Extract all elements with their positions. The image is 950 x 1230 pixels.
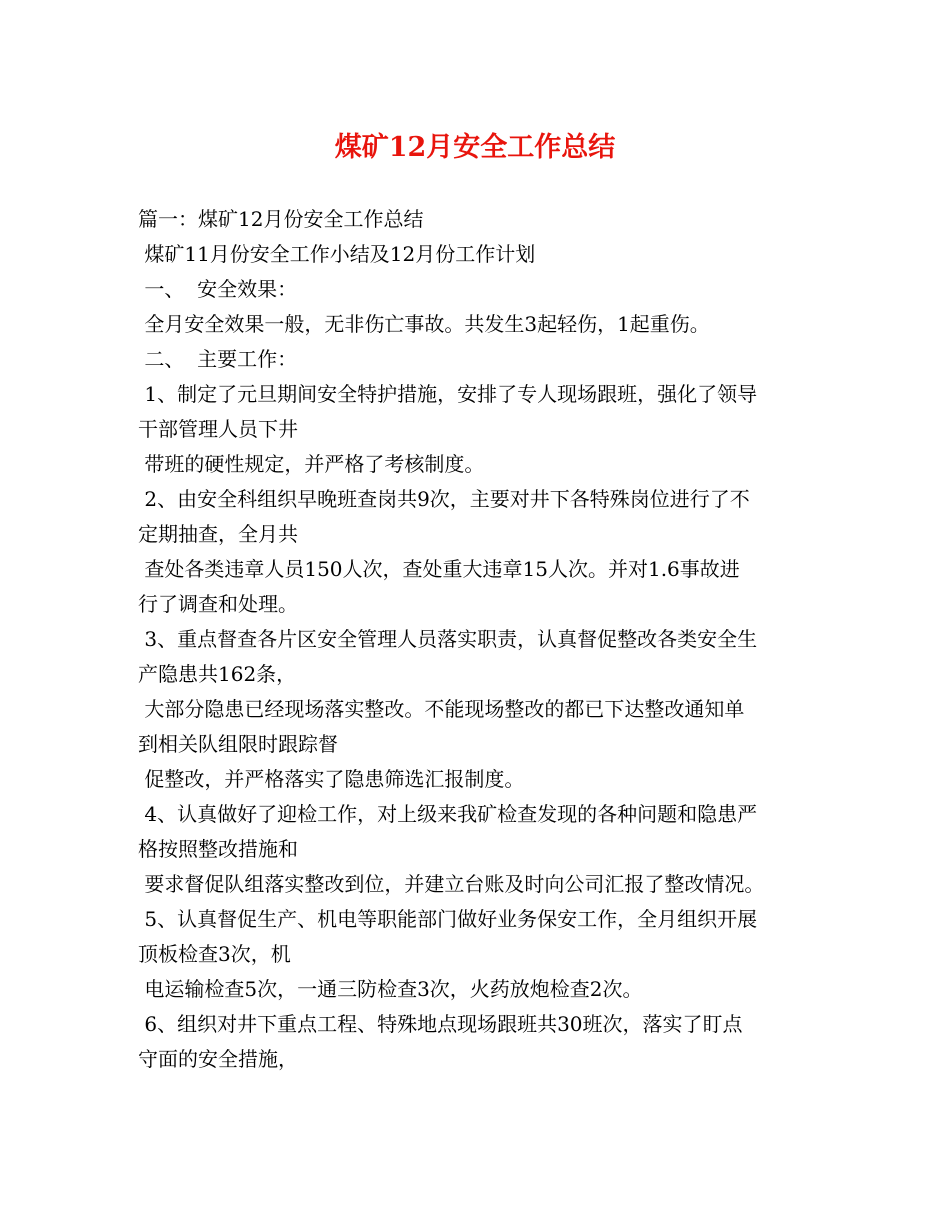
body-line: 6、组织对井下重点工程、特殊地点现场跟班共30班次，落实了盯点 [138,1012,743,1036]
body-line: 3、重点督查各片区安全管理人员落实职责，认真督促整改各类安全生 [138,627,758,651]
body-line: 顶板检查3次，机 [138,942,291,966]
body-line: 定期抽查，全月共 [138,522,298,546]
body-line: 格按照整改措施和 [138,837,298,861]
body-line: 5、认真督促生产、机电等职能部门做好业务保安工作，全月组织开展 [138,907,758,931]
body-line: 守面的安全措施， [138,1047,298,1071]
body-line: 一、 安全效果： [138,277,298,301]
body-line: 篇一：煤矿12月份安全工作总结 [138,207,424,231]
body-line: 到相关队组限时跟踪督 [138,732,338,756]
body-line: 带班的硬性规定，并严格了考核制度。 [138,452,485,476]
body-line: 产隐患共162条， [138,662,297,686]
body-line: 行了调查和处理。 [138,592,298,616]
body-line: 查处各类违章人员150人次，查处重大违章15人次。并对1.6事故进 [138,557,740,581]
body-line: 电运输检查5次，一通三防检查3次，火药放炮检查2次。 [138,977,643,1001]
document-title: 煤矿12月安全工作总结 [334,132,616,163]
body-line: 干部管理人员下井 [138,417,298,441]
body-line: 促整改，并严格落实了隐患筛选汇报制度。 [138,767,525,791]
body-line: 要求督促队组落实整改到位，并建立台账及时向公司汇报了整改情况。 [138,872,765,896]
body-line: 大部分隐患已经现场落实整改。不能现场整改的都已下达整改通知单 [138,697,745,721]
body-line: 二、 主要工作： [138,347,298,371]
body-line: 2、由安全科组织早晚班查岗共9次，主要对井下各特殊岗位进行了不 [138,487,750,511]
body-line: 4、认真做好了迎检工作，对上级来我矿检查发现的各种问题和隐患严 [138,802,758,826]
body-line: 全月安全效果一般，无非伤亡事故。共发生3起轻伤，1起重伤。 [138,312,710,336]
body-line: 1、制定了元旦期间安全特护措施，安排了专人现场跟班，强化了领导 [138,382,758,406]
document-body [138,202,818,1077]
body-line: 煤矿11月份安全工作小结及12月份工作计划 [138,242,536,266]
